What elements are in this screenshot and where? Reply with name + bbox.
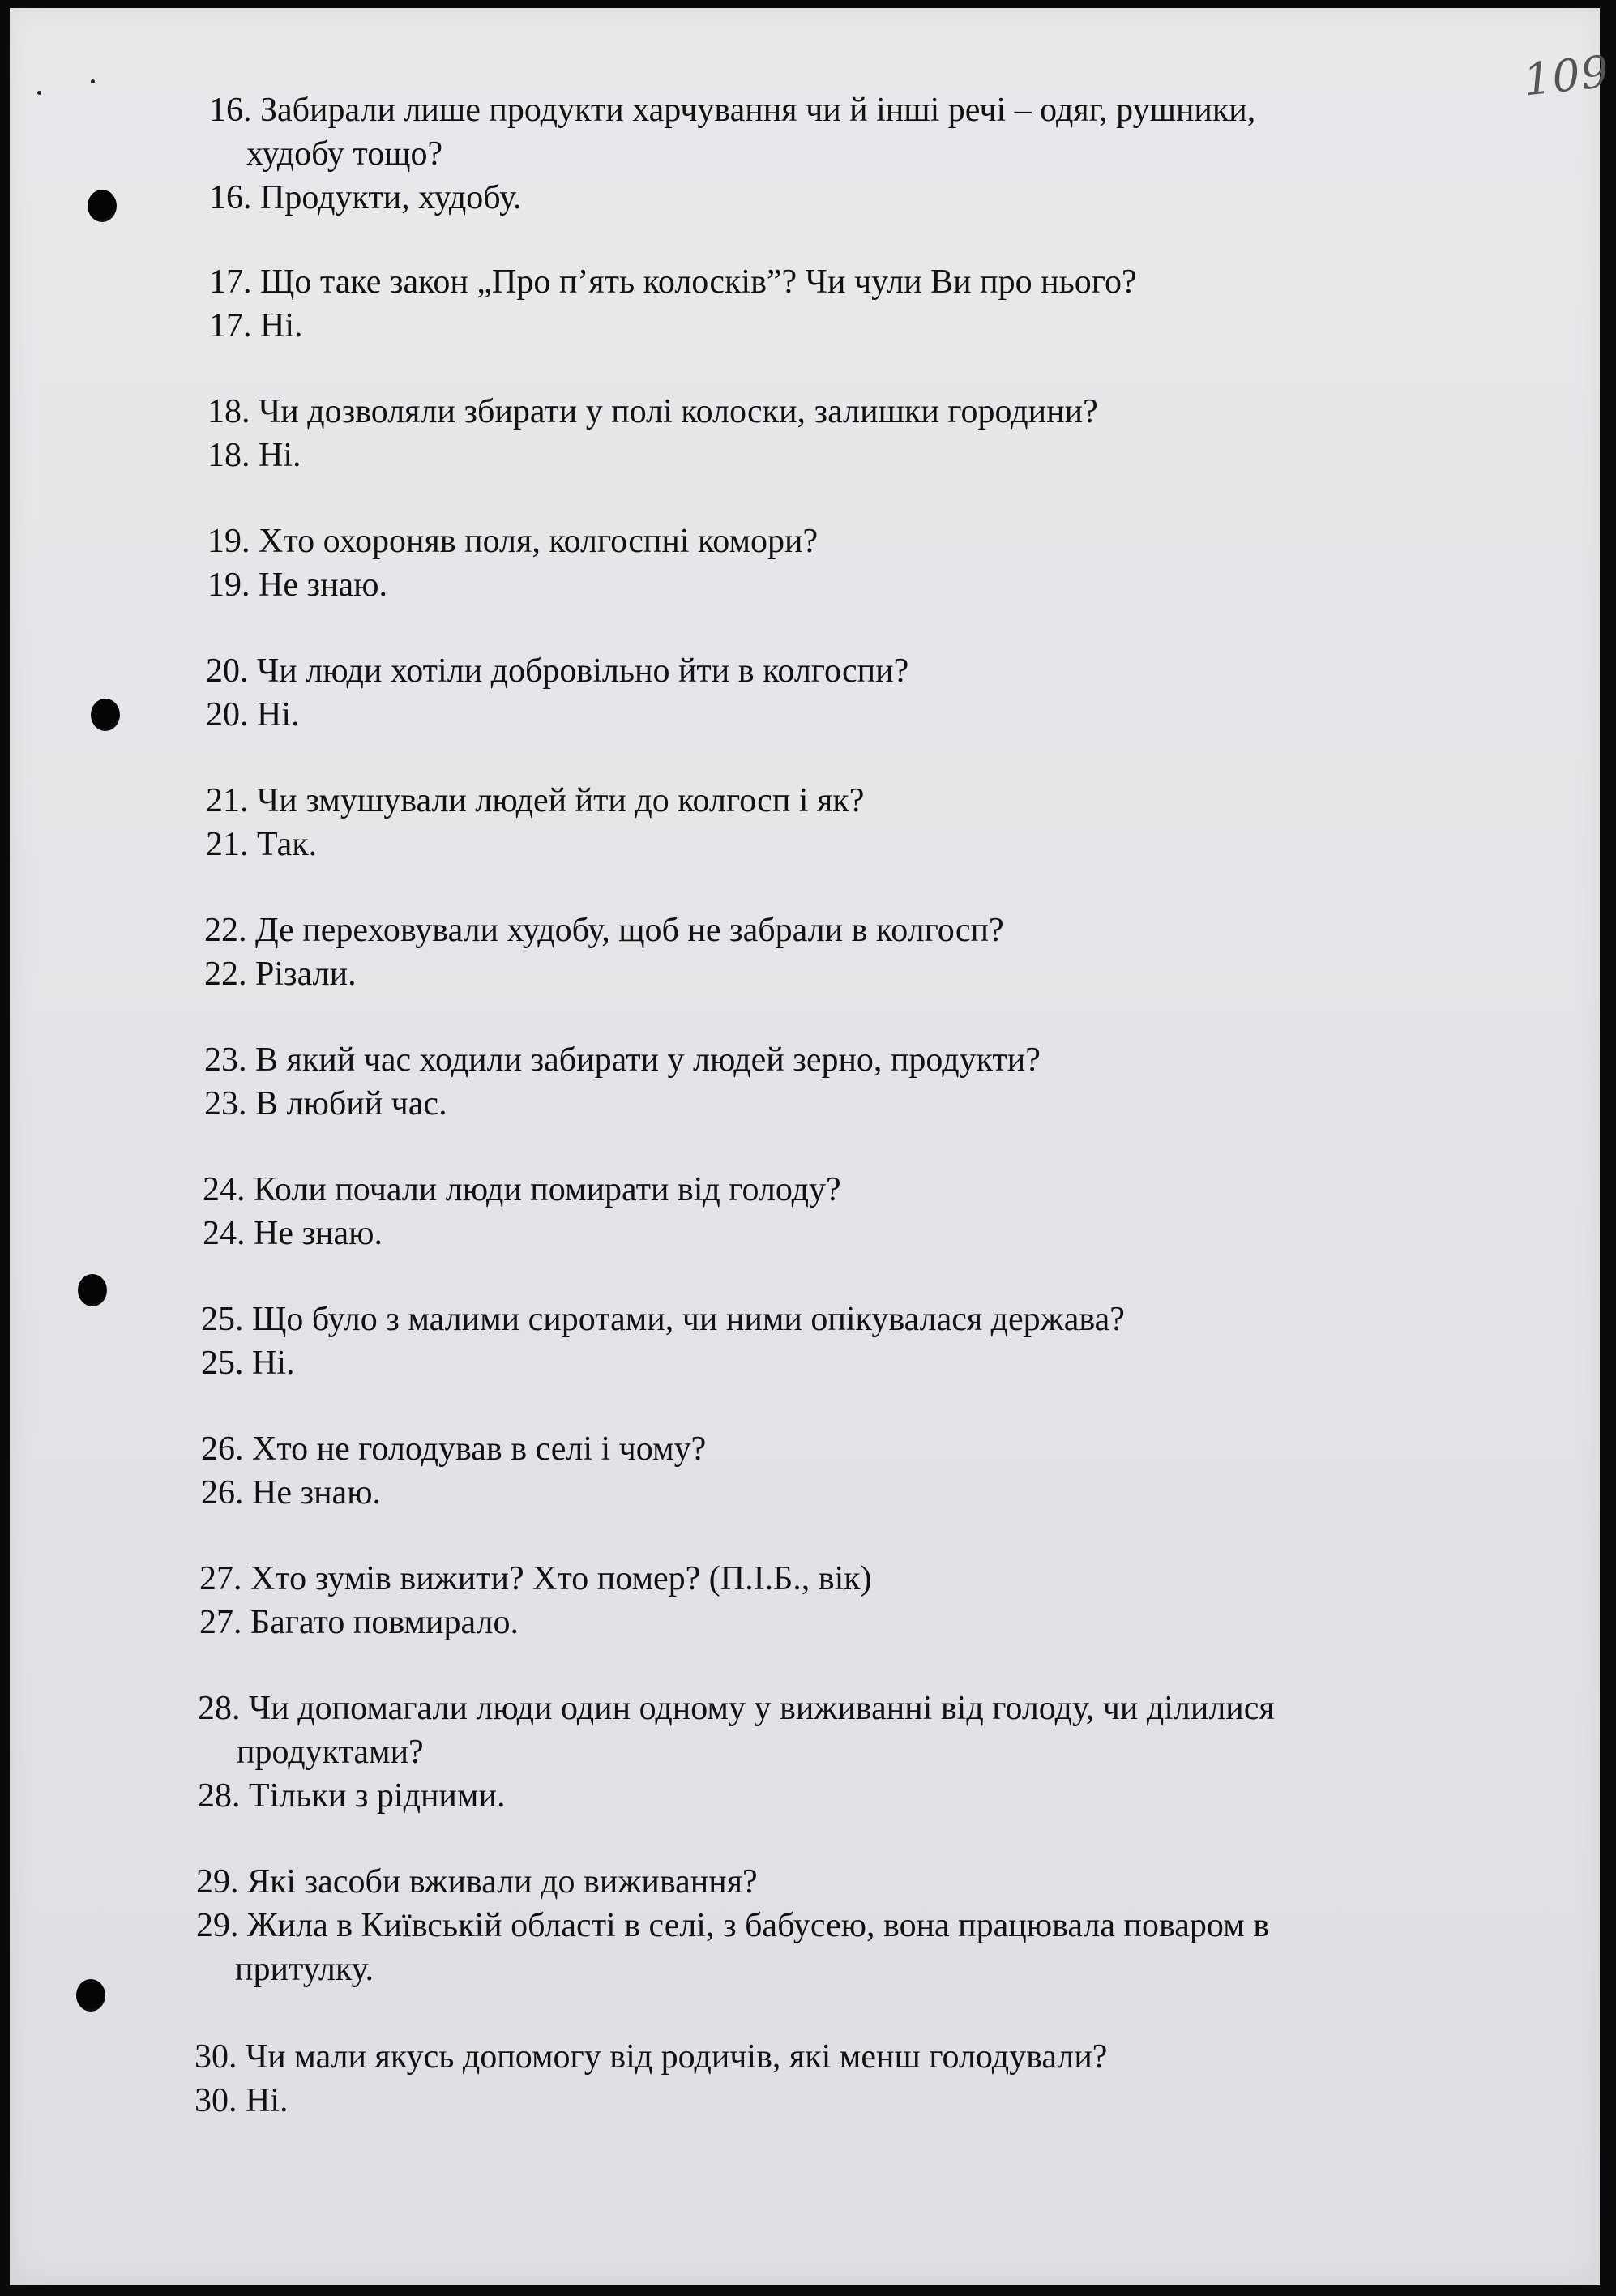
answer-line: 26. Не знаю. — [201, 1474, 382, 1511]
question-line: 27. Хто зумів вижити? Хто помер? (П.І.Б., вік) — [199, 1560, 872, 1597]
answer-line: 24. Не знаю. — [203, 1215, 383, 1252]
answer-line: 27. Багато повмирало. — [199, 1604, 519, 1641]
answer-line: 16. Продукти, худобу. — [209, 179, 522, 216]
answer-line: 18. Ні. — [207, 437, 301, 474]
answer-line: 28. Тільки з рідними. — [198, 1777, 506, 1815]
answer-line: 30. Ні. — [195, 2082, 289, 2119]
question-line: 16. Забирали лише продукти харчування чи й інші речі – одяг, рушники, — [209, 92, 1256, 129]
question-line: 28. Чи допомагали люди один одному у виживанні від голоду, чи ділилися — [198, 1690, 1275, 1727]
answer-line: 25. Ні. — [201, 1345, 295, 1382]
question-line: 19. Хто охороняв поля, колгоспні комори? — [207, 523, 819, 560]
answer-line: 19. Не знаю. — [207, 567, 388, 604]
answer-line: притулку. — [235, 1951, 374, 1988]
question-line: продуктами? — [237, 1734, 424, 1771]
question-line: 21. Чи змушували людей йти до колгосп і як? — [206, 782, 865, 819]
question-line: 18. Чи дозволяли збирати у полі колоски, залишки городини? — [207, 393, 1098, 430]
answer-line: 22. Різали. — [204, 956, 357, 993]
question-line: 17. Що таке закон „Про п’ять колосків”? Чи чули Ви про нього? — [209, 263, 1137, 301]
question-line: 22. Де переховували худобу, щоб не забрали в колгосп? — [204, 912, 1004, 949]
answer-line: 23. В любий час. — [204, 1085, 447, 1122]
question-line: 25. Що було з малими сиротами, чи ними опікувалася держава? — [201, 1301, 1125, 1338]
question-line: 20. Чи люди хотіли добровільно йти в колгоспи? — [206, 652, 909, 690]
answer-line: 21. Так. — [206, 826, 318, 863]
question-line: 30. Чи мали якусь допомогу від родичів, які менш голодували? — [195, 2038, 1108, 2076]
answer-line: 29. Жила в Київській області в селі, з бабусею, вона працювала поваром в — [196, 1907, 1270, 1944]
question-line: 24. Коли почали люди помирати від голоду? — [203, 1171, 841, 1208]
handwritten-page-number: 109 — [1520, 45, 1613, 106]
question-line: 26. Хто не голодував в селі і чому? — [201, 1430, 707, 1468]
question-line: худобу тощо? — [246, 135, 443, 173]
question-line: 23. В який час ходили забирати у людей зерно, продукти? — [204, 1041, 1041, 1079]
answer-line: 20. Ні. — [206, 696, 300, 733]
question-line: 29. Які засоби вживали до виживання? — [196, 1863, 758, 1901]
answer-line: 17. Ні. — [209, 307, 303, 344]
